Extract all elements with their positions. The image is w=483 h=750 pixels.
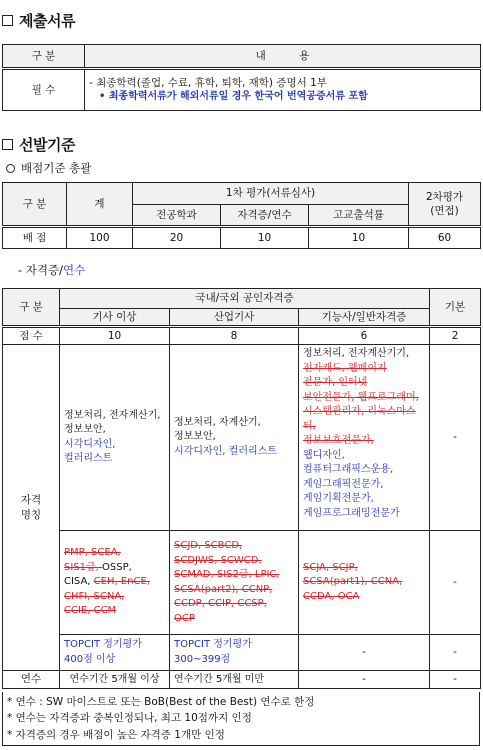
cert-list-line: 게임기획전문가, bbox=[303, 493, 374, 504]
cert-list-line bbox=[64, 561, 165, 576]
cert-list-line: 컬러리스트 bbox=[64, 453, 113, 464]
cert-list-r1c3 bbox=[299, 345, 430, 531]
cert-list-line: 시각디자인, 컬러리스트 bbox=[174, 445, 277, 457]
cert-active: OSSP, bbox=[102, 561, 132, 573]
cert-list-line: 전자캐드, 웹페이지 bbox=[303, 362, 387, 374]
cert-r3c4: - bbox=[430, 635, 481, 671]
cert-list-line: CCDA, OCA bbox=[303, 590, 360, 602]
cert-list-line: OCP bbox=[174, 612, 195, 624]
training-4: - bbox=[430, 671, 481, 689]
summary-total: 100 bbox=[67, 227, 133, 249]
cert-header-domestic: 국내/국외 공인자격증 bbox=[60, 289, 430, 309]
summary-hs: 10 bbox=[309, 227, 409, 249]
cert-table bbox=[2, 288, 481, 689]
cert-list-line: 정보보안, bbox=[174, 431, 216, 443]
cert-list-r2c1 bbox=[60, 531, 170, 635]
cert-r2c4: - bbox=[430, 531, 481, 635]
cert-list-r2c3 bbox=[299, 531, 430, 635]
training-1: 연수기간 5개월 이상 bbox=[60, 671, 170, 689]
cert-label-2: 명칭 bbox=[20, 508, 42, 521]
note-2: * 연수는 자격증과 중복인정되나, 최고 10점까지 인정 bbox=[7, 712, 252, 725]
cert-subtitle: - 자격증/연수 bbox=[18, 263, 86, 277]
cert-list-line: PMP, SCEA, bbox=[64, 547, 121, 559]
topcit-2a: TOPCIT 정기평가 bbox=[174, 639, 252, 650]
documents-header-content: 내 용 bbox=[85, 45, 481, 69]
cert-struck: CEH, EnCE, bbox=[93, 576, 150, 588]
note-1: * 연수 : SW 마이스트로 또는 BoB(Best of the Best) 연수로 한정 bbox=[7, 696, 315, 708]
summary-header-total: 계 bbox=[67, 183, 133, 227]
summary-header-major: 전공학과 bbox=[133, 205, 221, 227]
cert-list-line: 정보보호전문가, bbox=[303, 435, 374, 446]
summary-header-cert: 자격증/연수 bbox=[221, 205, 309, 227]
summary-second: 60 bbox=[409, 227, 481, 249]
cert-notes bbox=[2, 692, 480, 746]
cert-struck: SIS1급, bbox=[64, 561, 103, 573]
cert-header-basic: 기본 bbox=[430, 289, 481, 327]
square-bullet-icon bbox=[2, 139, 13, 150]
summary-cert: 10 bbox=[221, 227, 309, 249]
cert-list-line: SCDJWS, SCWCD, bbox=[174, 554, 262, 566]
cert-score-4: 2 bbox=[430, 327, 481, 345]
training-2: 연수기간 5개월 미만 bbox=[170, 671, 299, 689]
section-title-selection: 선발기준 bbox=[2, 134, 75, 155]
summary-header-category: 구 분 bbox=[3, 183, 67, 227]
cert-header-engineer: 기사 이상 bbox=[60, 309, 170, 327]
cert-list-line: SCSA(part2), CCNP, bbox=[174, 583, 273, 595]
cert-active: CISA, bbox=[64, 576, 94, 588]
selection-subtitle: 배점기준 총괄 bbox=[6, 160, 91, 176]
cert-list-r1c2 bbox=[170, 345, 299, 531]
training-3: - bbox=[299, 671, 430, 689]
circle-bullet-icon bbox=[6, 164, 15, 173]
score-summary-table bbox=[2, 182, 481, 249]
note-3: * 자격증의 경우 배점이 높은 자격증 1개만 인정 bbox=[7, 728, 225, 741]
cert-list-line: 보안전문가, 웹프로그래머, bbox=[303, 391, 419, 403]
documents-note: • 최종학력서류가 해외서류일 경우 한국어 번역공증서류 포함 bbox=[99, 91, 368, 103]
cert-list-r1c1 bbox=[60, 345, 170, 531]
summary-header-second-sub: (면접) bbox=[430, 205, 459, 217]
cert-list-line: 전문가, 인터넷 bbox=[303, 377, 368, 388]
cert-list-line: 정보처리, 전자계산기기, bbox=[303, 348, 410, 359]
cert-list-line: SCJA, SCJP, bbox=[303, 561, 358, 573]
cert-list-line: 웹디자인, bbox=[303, 449, 345, 461]
cert-list-line: SCSA(part1), CCNA, bbox=[303, 576, 403, 588]
cert-header-category: 구 분 bbox=[3, 289, 60, 327]
cert-list-r2c2 bbox=[170, 531, 299, 635]
cert-header-craftsman: 기능사/일반자격증 bbox=[299, 309, 430, 327]
topcit-2b: 300~399점 bbox=[174, 653, 231, 665]
summary-header-hs: 고교출석률 bbox=[309, 205, 409, 227]
cert-list-line: SCMAD, SIS2급, LPIC, bbox=[174, 569, 280, 580]
topcit-1a: TOPCIT 정기평가 bbox=[64, 639, 142, 650]
cert-list-line: 게임그래픽전문가, bbox=[303, 478, 384, 490]
cert-list-line: 정보처리, 자계산기, bbox=[174, 416, 261, 428]
summary-header-second: 2차평가 bbox=[425, 190, 464, 203]
cert-score-1: 10 bbox=[60, 327, 170, 345]
cert-r1c4: - bbox=[430, 345, 481, 531]
cert-list-line: 정보보안, bbox=[64, 424, 106, 435]
cert-list-line: 컴퓨터그래픽스운용, bbox=[303, 464, 394, 475]
documents-header-category: 구 분 bbox=[3, 45, 85, 69]
cert-list-line bbox=[64, 575, 165, 590]
documents-item: - 최종학력(졸업, 수료, 휴학, 퇴학, 재학) 증명서 1부 bbox=[89, 77, 327, 90]
documents-table bbox=[2, 44, 481, 111]
cert-list-line: 정보처리, 전자계산기, bbox=[64, 409, 161, 421]
cert-list-line: CHFI, SCNA, bbox=[64, 590, 125, 602]
cert-list-line: 시스템관리자, 리눅스마스터, bbox=[303, 406, 416, 432]
cert-label-1: 자격 bbox=[20, 494, 42, 507]
cert-list-line: 시각디자인, bbox=[64, 438, 116, 450]
cert-r3c3: - bbox=[299, 635, 430, 671]
summary-row-label: 배 점 bbox=[3, 227, 67, 249]
topcit-1b: 400점 이상 bbox=[64, 653, 116, 665]
cert-list-line: 게임프로그래밍전문가 bbox=[303, 507, 400, 519]
cert-score-3: 6 bbox=[299, 327, 430, 345]
cert-header-industrial: 산업기사 bbox=[170, 309, 299, 327]
cert-list-line: SCJD, SCBCD, bbox=[174, 540, 243, 551]
cert-list-line: CCIE, CCM bbox=[64, 605, 117, 617]
summary-header-first: 1차 평가(서류심사) bbox=[133, 183, 409, 205]
cert-list-line: CCDP, CCIP, CCSP, bbox=[174, 598, 267, 609]
documents-row-label: 필 수 bbox=[3, 69, 85, 111]
summary-major: 20 bbox=[133, 227, 221, 249]
section-title-documents: 제출서류 bbox=[2, 10, 75, 31]
cert-score-label: 점 수 bbox=[3, 327, 60, 345]
training-label: 연수 bbox=[3, 671, 60, 689]
square-bullet-icon bbox=[2, 15, 13, 26]
cert-score-2: 8 bbox=[170, 327, 299, 345]
